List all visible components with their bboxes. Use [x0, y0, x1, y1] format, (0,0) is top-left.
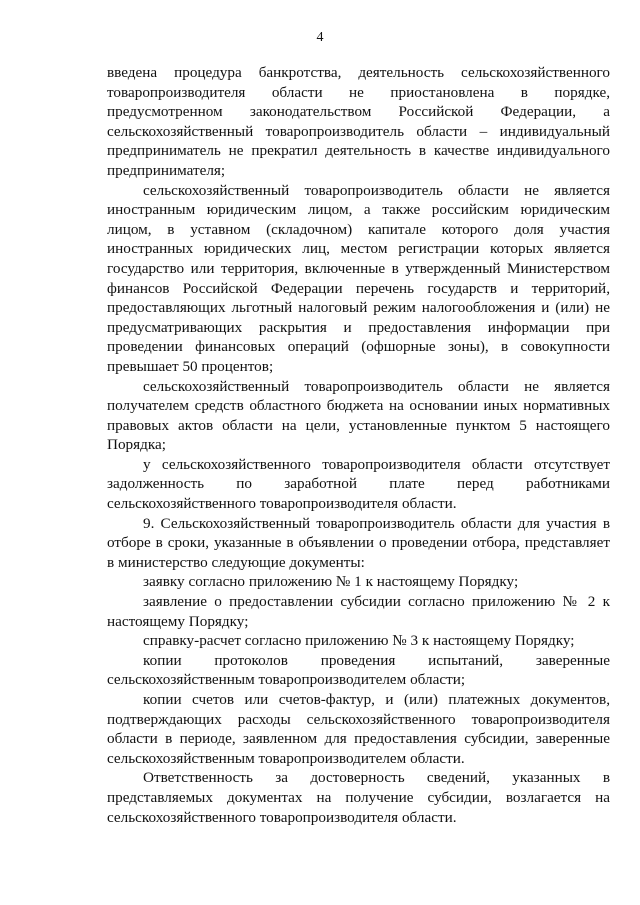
page-number: 4	[316, 30, 324, 45]
paragraph-wage-debt-condition: у сельскохозяйственного товаропроизводителя области отсутствует задолженность по заработной плате перед работниками сельскохозяйственного товаропроизводителя области.	[107, 455, 610, 513]
paragraph-responsibility: Ответственность за достоверность сведений, указанных в представляемых документах на получение субсидии, возлагается на сельскохозяйственного товаропроизводителя области.	[107, 769, 610, 826]
paragraph-foreign-entity-condition: сельскохозяйственный товаропроизводитель области не является иностранным юридическим лицом, а также российским юридическим лицом, в уставном (складочном) капитале которого доля участия иностранных юридических лиц, местом регистрации которых является государство или территория, включенные в утвержденный Министерством финансов Российской Федерации перечень государств и территорий, предоставляющих льготный налоговый режим налогообложения и (или) не предусматривающих раскрытия и предоставления информации при проведении финансовых операций (офшорные зоны), в совокупности превышает 50 процентов;	[107, 181, 610, 375]
paragraph-calculation-certificate: справку-расчет согласно приложению № 3 к настоящему Порядку;	[143, 632, 575, 650]
paragraph-invoices-payments: копии счетов или счетов-фактур, и (или) платежных документов, подтверждающих расходы сельскохозяйственного товаропроизводителя области в периоде, заявленном для предоставления субсидии, заверенные сельскохозяйственным товаропроизводителем области.	[107, 691, 610, 767]
paragraph-budget-funds-condition: сельскохозяйственный товаропроизводитель области не является получателем средств областного бюджета на основании иных нормативных правовых актов области на цели, установленные пунктом 5 настоящего Порядка;	[107, 377, 610, 454]
paragraph-bankruptcy-condition: введена процедура банкротства, деятельность сельскохозяйственного товаропроизводителя области не приостановлена в порядке, предусмотренном законодательством Российской Федерации, а сельскохозяйственный товаропроизводитель области – индивидуальный предприниматель не прекратил деятельность в качестве индивидуального предпринимателя;	[107, 64, 610, 179]
paragraph-test-protocols: копии протоколов проведения испытаний, заверенные сельскохозяйственным товаропроизводителем области;	[107, 651, 610, 689]
document-body	[107, 63, 610, 827]
paragraph-application-form: заявку согласно приложению № 1 к настоящему Порядку;	[143, 573, 519, 591]
paragraph-subsidy-statement: заявление о предоставлении субсидии согласно приложению № 2 к настоящему Порядку;	[107, 593, 610, 630]
paragraph-item-9-documents: 9. Сельскохозяйственный товаропроизводитель области для участия в отборе в сроки, указанные в объявлении о проведении отбора, представляет в министерство следующие документы:	[107, 514, 610, 571]
